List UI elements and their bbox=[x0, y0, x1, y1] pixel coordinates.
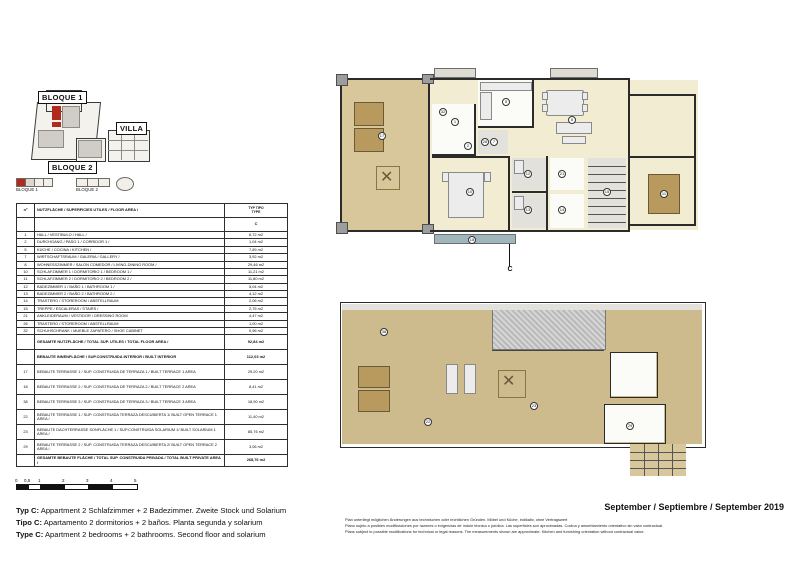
keyplan-label-bloque1: BLOQUE 1 bbox=[38, 91, 87, 104]
table-row bbox=[17, 261, 288, 268]
room-number-marker: 15 bbox=[604, 189, 610, 194]
row-num: 38 bbox=[17, 395, 35, 410]
table-header-row bbox=[17, 204, 288, 218]
row-value: 85,76 m2 bbox=[225, 425, 288, 440]
stair-tread bbox=[588, 174, 626, 175]
row-value: 18,90 m2 bbox=[225, 395, 288, 410]
wall-bedroom1-right bbox=[508, 156, 510, 230]
table-row bbox=[17, 246, 288, 253]
row-desc: HALL / VESTIBULO / HALL / bbox=[35, 232, 225, 239]
scale-seg-4 bbox=[64, 484, 90, 490]
scale-tick: 1 bbox=[38, 478, 41, 483]
row-value: 4,12 m2 bbox=[225, 291, 288, 298]
caption-de bbox=[16, 505, 346, 517]
legend-swatch-grey-3 bbox=[43, 178, 53, 187]
row-value: 29,46 m2 bbox=[225, 261, 288, 268]
row-num: 1 bbox=[17, 232, 35, 239]
disclaimer-en: Plans subject to possible modifications for technical or legal reasons. The measurements shown are approximate. Kitchen and furnishing orientation without contractual value. bbox=[345, 528, 645, 534]
table-grand-total-row bbox=[17, 455, 288, 467]
scale-seg-3 bbox=[40, 484, 66, 490]
pergola-hatch-area bbox=[492, 306, 606, 350]
scale-tick: 0 bbox=[15, 478, 18, 483]
room-number-marker: 26 bbox=[482, 139, 488, 144]
caption-en-text: Apartment 2 bedrooms + 2 bathrooms. Second floor and solarium bbox=[43, 529, 266, 539]
keyplan-highlight-unit bbox=[52, 106, 61, 120]
caption-es-text: Apartamento 2 dormitorios + 2 baños. Planta segunda y solarium bbox=[42, 517, 263, 527]
row-num: 22 bbox=[17, 410, 35, 425]
room-number-marker: 2 bbox=[464, 142, 472, 150]
room-number-marker: 13 bbox=[525, 207, 531, 212]
wall-terrace-bottom bbox=[340, 230, 430, 232]
keyplan-label-bloque2: BLOQUE 2 bbox=[48, 161, 97, 174]
type-letter: C bbox=[225, 218, 288, 232]
row-desc: BADEZIMMER 1 / BAÑO 1 / BATHROOM 1 / bbox=[35, 283, 225, 290]
bedroom-1-nightstand-2 bbox=[484, 172, 491, 182]
row-num: 11 bbox=[17, 276, 35, 283]
built-num-spacer bbox=[17, 350, 35, 365]
row-desc: WOHNESSZIMMER / SALON COMEDOR / LIVING-DINING ROOM / bbox=[35, 261, 225, 268]
wall-left bbox=[340, 78, 342, 232]
disclaimer-block bbox=[345, 517, 785, 535]
column-top-left bbox=[336, 74, 348, 86]
table-row bbox=[17, 327, 288, 334]
table-row bbox=[17, 276, 288, 283]
row-desc: BEBAUTE TERRASSE 1 / SUP. CONSTRUIDA DE TERRAZA 1 / BUILT TERRACE 1 AREA bbox=[35, 365, 225, 380]
caption-es bbox=[16, 517, 346, 529]
table-row bbox=[17, 395, 288, 410]
row-desc: KÜCHE / COCINA / KITCHEN / bbox=[35, 246, 225, 253]
stair-tread bbox=[588, 214, 626, 215]
wall-right-inner bbox=[628, 78, 630, 232]
room-number-marker: 8 bbox=[568, 116, 576, 124]
table-row bbox=[17, 440, 288, 455]
table-row bbox=[17, 305, 288, 312]
terrace-table-frame bbox=[376, 166, 400, 190]
row-num: 10 bbox=[17, 268, 35, 275]
scale-tick: 4 bbox=[110, 478, 113, 483]
row-desc: BEBAUTE TERRASSE 3 / SUP. CONSTRUIDA DE TERRAZA 3 / BUILT TERRACE 3 AREA bbox=[35, 395, 225, 410]
row-value: 11,80 m2 bbox=[225, 276, 288, 283]
wall-bottom bbox=[430, 230, 630, 232]
wall-right-block-top bbox=[630, 94, 696, 96]
scale-bar bbox=[16, 478, 136, 496]
keyplan-label-villa: VILLA bbox=[116, 122, 147, 135]
row-num: 32 bbox=[17, 327, 35, 334]
wall-bathroom-right bbox=[546, 156, 548, 230]
type-letter-spacer-2 bbox=[35, 218, 225, 232]
legend-swatch-villa bbox=[116, 177, 134, 191]
row-num: 8 bbox=[17, 261, 35, 268]
row-num: 21 bbox=[17, 313, 35, 320]
keyplan-villa-line-2 bbox=[108, 150, 148, 151]
row-value: 0,96 m2 bbox=[225, 327, 288, 334]
wall-right-block-bottom bbox=[630, 224, 696, 226]
living-coffee-table bbox=[562, 136, 586, 144]
dining-table bbox=[546, 90, 584, 116]
balcony-top-right bbox=[550, 68, 598, 78]
row-value: 3,92 m2 bbox=[225, 254, 288, 261]
solarium-stairs-outline bbox=[610, 352, 658, 398]
dining-chair-1 bbox=[542, 92, 548, 100]
table-row bbox=[17, 283, 288, 290]
column-bottom-left bbox=[336, 222, 348, 234]
row-value: 2,06 m2 bbox=[225, 298, 288, 305]
legend-label-bloque1: BLOQUE 1 bbox=[16, 187, 38, 192]
row-num: 23 bbox=[17, 425, 35, 440]
table-row bbox=[17, 320, 288, 327]
neighbour-room-upper bbox=[632, 96, 694, 156]
row-desc: TRASTERO / STOREROOM / ABSTELLRAUM bbox=[35, 320, 225, 327]
row-value: 11,21 m2 bbox=[225, 268, 288, 275]
room-number-marker: 14 bbox=[559, 207, 565, 212]
row-value: 3,06 m2 bbox=[225, 440, 288, 455]
row-desc: BEBAUTE TERRASSE 2 / SUP. CONSTRUIDA DE TERRAZA 2 / BUILT TERRACE 2 AREA bbox=[35, 380, 225, 395]
room-number-marker: 29 bbox=[627, 423, 633, 428]
row-desc: ANKLEIDERAUM / VESTIDOR / DRESSING ROOM bbox=[35, 313, 225, 320]
built-value: 112,03 m2 bbox=[225, 350, 288, 365]
pergola-post bbox=[672, 444, 673, 476]
header-type-line2: TYPE bbox=[251, 209, 261, 214]
disclaimer-de: Plan unterliegt möglichen Änderungen aus technischen oder rechtlichen Gründen. Möbel und Küche, indikativ, ohne Vertragswert bbox=[345, 517, 568, 522]
row-value: 6,72 m2 bbox=[225, 232, 288, 239]
row-num: 18 bbox=[17, 380, 35, 395]
table-row bbox=[17, 298, 288, 305]
row-desc: SCHLAFZIMMER 1 / DORMITORIO 1 / BEDROOM 1 / bbox=[35, 268, 225, 275]
room-number-marker: 18 bbox=[469, 237, 475, 242]
pergola-post bbox=[644, 444, 645, 476]
living-sofa bbox=[556, 122, 592, 134]
row-value: 8,41 m2 bbox=[225, 380, 288, 395]
scale-tick: 3 bbox=[86, 478, 89, 483]
keyplan-highlight-unit-2 bbox=[52, 122, 61, 127]
room-number-marker: 5 bbox=[502, 98, 510, 106]
scale-tick: 2 bbox=[62, 478, 65, 483]
date-label: September / Septiembre / September 2019 bbox=[604, 502, 784, 512]
row-value: 2,75 m2 bbox=[225, 305, 288, 312]
table-row bbox=[17, 365, 288, 380]
room-number-marker: 21 bbox=[559, 171, 565, 176]
table-total-row bbox=[17, 335, 288, 350]
section-letter: C bbox=[507, 266, 513, 273]
keyplan-block-grey-3 bbox=[78, 140, 102, 158]
table-row bbox=[17, 313, 288, 320]
row-num: 26 bbox=[17, 320, 35, 327]
row-num: 15 bbox=[17, 305, 35, 312]
table-row bbox=[17, 380, 288, 395]
room-number-marker: 1 bbox=[451, 118, 459, 126]
grand-total-value: 268,76 m2 bbox=[225, 455, 288, 467]
keyplan-villa-line bbox=[108, 140, 148, 141]
room-number-marker: 32 bbox=[440, 109, 446, 114]
terrace-sofa-1 bbox=[354, 102, 384, 126]
row-desc: SCHUHSCHRANK / MUEBLE ZAPATERO / SHOE CABINET bbox=[35, 327, 225, 334]
wall-right-block-right bbox=[694, 94, 696, 226]
row-desc: BEBAUTE TERRASSE 1 / SUP. CONSTRUIDA TERRAZA DESCUBIERTA 1/ BUILT OPEN TERRACE 1 AREA / bbox=[35, 410, 225, 425]
balcony-top-left bbox=[434, 68, 476, 78]
solarium-lounger-1 bbox=[358, 366, 390, 388]
bedroom-1-nightstand-1 bbox=[442, 172, 449, 182]
bathroom-2-fixture bbox=[514, 196, 524, 210]
row-desc: SCHLAFZIMMER 2 / DORMITORIO 2 / BEDROOM 2 / bbox=[35, 276, 225, 283]
grand-total-num-spacer bbox=[17, 455, 35, 467]
dining-chair-2 bbox=[542, 104, 548, 112]
scale-seg-5 bbox=[88, 484, 114, 490]
wall-hall-right bbox=[474, 104, 476, 154]
areas-table bbox=[16, 203, 274, 467]
header-type bbox=[225, 204, 288, 218]
wall-kitchen-bottom bbox=[478, 126, 534, 128]
solarium-table-icon: ✕ bbox=[502, 373, 516, 390]
built-desc: BEBAUTE INNENFLÄCHE / SUP.CONSTRUIDA INTERIOR / BUILT INTERIOR bbox=[35, 350, 225, 365]
wall-right-block-mid bbox=[630, 156, 696, 158]
row-desc: TRASTERO / STOREROOM / ABSTELLRAUM bbox=[35, 298, 225, 305]
table-row bbox=[17, 268, 288, 275]
solarium-top-edge bbox=[342, 304, 702, 310]
row-desc: TREPPE / ESCALERAS / STAIRS / bbox=[35, 305, 225, 312]
stair-tread bbox=[588, 198, 626, 199]
scale-tick: 5 bbox=[134, 478, 137, 483]
room-number-marker: 22 bbox=[425, 419, 431, 424]
table-built-interior-row bbox=[17, 350, 288, 365]
room-number-marker: 10 bbox=[467, 189, 473, 194]
table-row bbox=[17, 232, 288, 239]
header-num: nº bbox=[17, 204, 35, 218]
row-desc: BEBAUTE TERRASSE 2 / SUP. CONSTRUIDA TERRAZA DESCUBIERTA 2/ BUILT OPEN TERRACE 2 AREA / bbox=[35, 440, 225, 455]
row-num: 14 bbox=[17, 298, 35, 305]
keyplan-block-grey-1 bbox=[62, 106, 80, 128]
solarium-planter-2 bbox=[464, 364, 476, 394]
header-desc: NUTZFLÄCHE / SUPERFICIES UTILES / FLOOR AREA / bbox=[35, 204, 225, 218]
section-line bbox=[509, 244, 510, 266]
wall-bedroom1-top bbox=[432, 156, 510, 158]
bedroom-1-bed bbox=[448, 172, 484, 218]
header-type-line1: TYP TIPO bbox=[248, 205, 264, 210]
row-value: 1,00 m2 bbox=[225, 320, 288, 327]
row-value: 4,47 m2 bbox=[225, 313, 288, 320]
table-row bbox=[17, 410, 288, 425]
wall-bathroom-divider bbox=[512, 191, 548, 193]
caption-de-prefix: Typ C: bbox=[16, 506, 40, 515]
keyplan-legend bbox=[16, 178, 166, 200]
grand-total-desc: GESAMTE BEBAUTE FLÄCHE / TOTAL SUP. CONSTRUIDA PRIVADA / TOTAL BUILT PRIVATE AREA / bbox=[35, 455, 225, 467]
scale-seg-6 bbox=[112, 484, 138, 490]
caption-es-prefix: Tipo C: bbox=[16, 517, 43, 527]
row-value: 5,04 m2 bbox=[225, 283, 288, 290]
room-number-marker: 23 bbox=[531, 403, 537, 408]
row-value: 7,89 m2 bbox=[225, 246, 288, 253]
dining-chair-3 bbox=[582, 92, 588, 100]
floor-plan-solarium bbox=[318, 282, 780, 487]
solarium-planter-1 bbox=[446, 364, 458, 394]
pergola-post bbox=[658, 444, 659, 476]
row-desc: BADEZIMMER 2 / BAÑO 2 / BATHROOM 2 / bbox=[35, 291, 225, 298]
legend-swatch-b2-3 bbox=[98, 178, 110, 187]
table-row bbox=[17, 254, 288, 261]
row-value: 1,04 m2 bbox=[225, 239, 288, 246]
kitchen-cabinet bbox=[480, 92, 492, 120]
table-type-letter-row bbox=[17, 218, 288, 232]
row-num: 5 bbox=[17, 246, 35, 253]
room-number-marker: 7 bbox=[490, 138, 498, 146]
room-number-marker: 17 bbox=[379, 133, 385, 138]
row-desc: WIRTSCHAFTSRAUM / GALERIA / GALLERY / bbox=[35, 254, 225, 261]
type-letter-spacer bbox=[17, 218, 35, 232]
total-value: 92,84 m2 bbox=[225, 335, 288, 350]
dressing-room-area bbox=[550, 158, 584, 190]
row-num: 12 bbox=[17, 283, 35, 290]
keyplan-block-grey-2 bbox=[38, 130, 64, 148]
row-num: 29 bbox=[17, 440, 35, 455]
wall-kitchen-right bbox=[532, 80, 534, 128]
total-num-spacer bbox=[17, 335, 35, 350]
stair-tread bbox=[588, 182, 626, 183]
caption-block bbox=[16, 505, 346, 540]
room-number-marker: 11 bbox=[661, 191, 667, 196]
row-num: 2 bbox=[17, 239, 35, 246]
row-value: 29,20 m2 bbox=[225, 365, 288, 380]
room-number-marker: 12 bbox=[525, 171, 531, 176]
bathroom-1-fixture bbox=[514, 160, 524, 174]
dining-chair-4 bbox=[582, 104, 588, 112]
row-value: 11,40 m2 bbox=[225, 410, 288, 425]
wall-terrace-inner bbox=[428, 78, 430, 232]
table-row bbox=[17, 425, 288, 440]
caption-en-prefix: Type C: bbox=[16, 529, 44, 539]
floor-plan-second-floor bbox=[318, 62, 780, 273]
room-number-marker: 38 bbox=[381, 329, 387, 334]
total-desc: GESAMTE NUTZFLÄCHE / TOTAL SUP. UTILES / TOTAL FLOOR AREA / bbox=[35, 335, 225, 350]
wall-terrace-top bbox=[340, 78, 430, 80]
row-num: 7 bbox=[17, 254, 35, 261]
open-terrace-2-outline bbox=[604, 404, 666, 444]
legend-label-bloque2: BLOQUE 2 bbox=[76, 187, 98, 192]
table-row bbox=[17, 291, 288, 298]
pergola-edge bbox=[492, 350, 604, 351]
caption-en bbox=[16, 529, 346, 541]
stair-tread bbox=[588, 166, 626, 167]
kitchen-counter bbox=[480, 82, 532, 91]
row-num: 13 bbox=[17, 291, 35, 298]
caption-de-text: Appartment 2 Schlafzimmer + 2 Badezimmer. Zweite Stock und Solarium bbox=[39, 506, 287, 515]
solarium-lounger-2 bbox=[358, 390, 390, 412]
row-desc: BEBAUTE DACHTERRASSE SONFLÄCHE 1 / SUP.CONSTRUIDA SOLARIUM 1/ BUILT SOLARIUM 1 AREA / bbox=[35, 425, 225, 440]
column-bottom-mid bbox=[422, 224, 434, 234]
scale-tick: 0,5 bbox=[24, 478, 31, 483]
row-num: 17 bbox=[17, 365, 35, 380]
stair-tread bbox=[588, 206, 626, 207]
terrace-table-icon: ✕ bbox=[380, 169, 394, 186]
row-desc: DURCHGANG / PASO 1 / CORRIDOR 1 / bbox=[35, 239, 225, 246]
stair-tread bbox=[588, 222, 626, 223]
storeroom-area bbox=[550, 194, 584, 228]
disclaimer-es: Plano sujeto a posibles modificaciones por razones o exigencias de índole técnica o jurídica. Las superficies son aproximadas. Cocina y amueblamiento orientativo sin valor contractual. bbox=[345, 522, 664, 528]
table-row bbox=[17, 239, 288, 246]
